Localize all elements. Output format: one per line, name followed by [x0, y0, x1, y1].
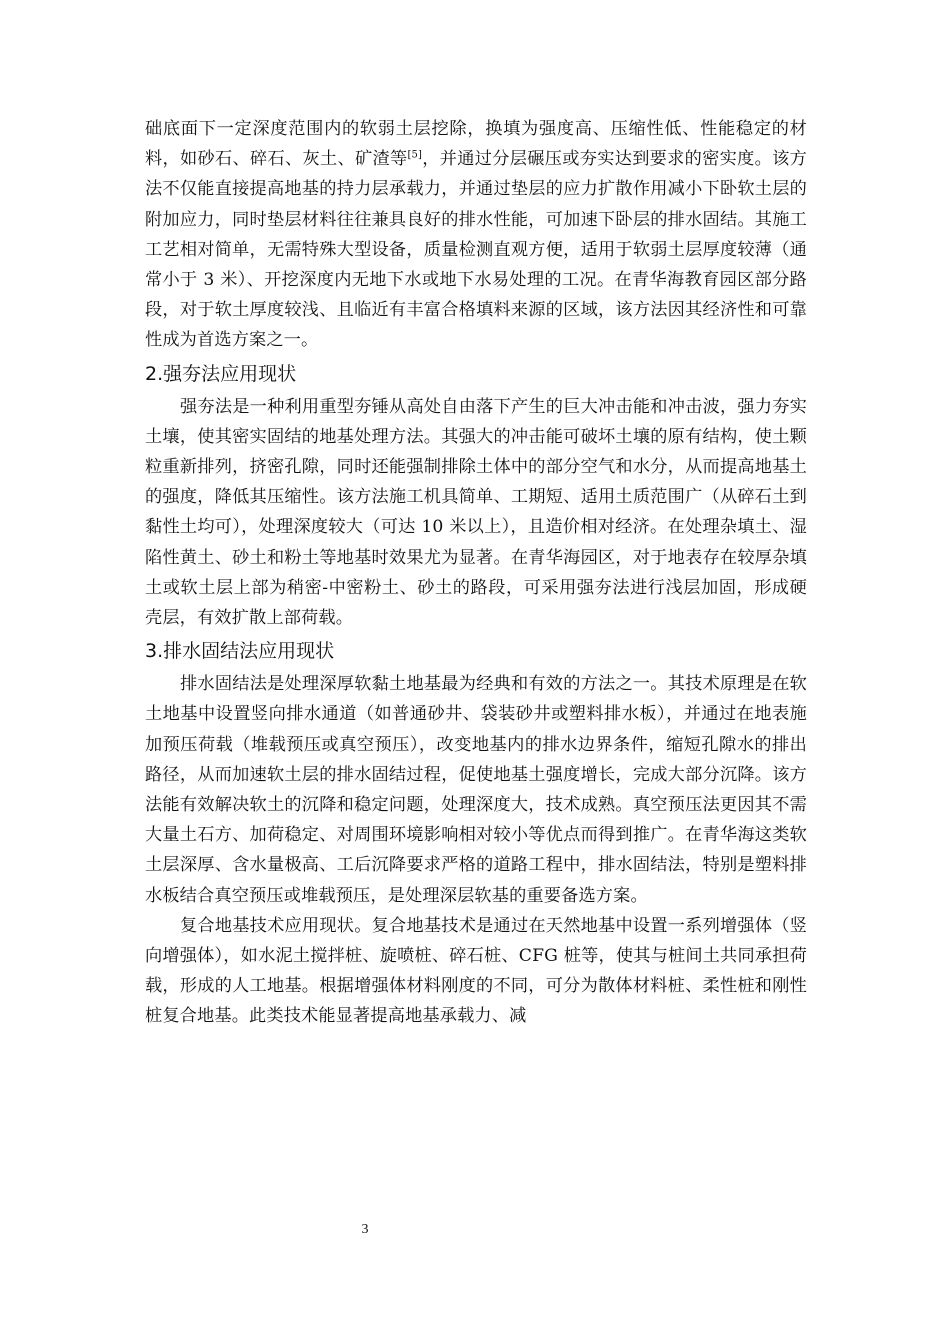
section-heading-dynamic-compaction: 2.强夯法应用现状 — [145, 362, 297, 385]
section-heading-drainage-consolidation: 3.排水固结法应用现状 — [145, 640, 335, 663]
paragraph-text: ，并通过分层碾压或夯实达到要求的密实度。该方法不仅能直接提高地基的持力层承载力，并通过垫层的应力扩散作用减小下卧软土层的附加应力，同时垫层材料往往兼具良好的排水性能，可加速下卧层的排水固结。其施工工艺相对简单，无需特殊大型设备，质量检测直观方便，适用于软弱土层厚度较薄（通常小于 3 米）、开挖深度内无地下水或地下水易处理的工况。在青华海教育园区部分路段，对于软土厚度较浅、且临近有丰富合格填料来源的区域，该方法因其经济性和可靠性成为首选方案之一。 — [145, 149, 807, 351]
page-body — [145, 114, 807, 1032]
paragraph-replacement-method-continued — [145, 114, 807, 356]
page-number: 3 — [361, 1222, 369, 1237]
citation-reference: [5] — [407, 149, 423, 161]
paragraph-composite-foundation: 复合地基技术应用现状。复合地基技术是通过在天然地基中设置一系列增强体（竖向增强体），如水泥土搅拌桩、旋喷桩、碎石桩、CFG 桩等，使其与桩间土共同承担荷载，形成的人工地基。根据增强体材料刚度的不同，可分为散体材料桩、柔性桩和刚性桩复合地基。此类技术能显著提高地基承载力、减 — [145, 915, 807, 1027]
paragraph-drainage-consolidation: 排水固结法是处理深厚软黏土地基最为经典和有效的方法之一。其技术原理是在软土地基中设置竖向排水通道（如普通砂井、袋装砂井或塑料排水板），并通过在地表施加预压荷载（堆载预压或真空预压），改变地基内的排水边界条件，缩短孔隙水的排出路径，从而加速软土层的排水固结过程，促使地基土强度增长，完成大部分沉降。该方法能有效解决软土的沉降和稳定问题，处理深度大，技术成熟。真空预压法更因其不需大量土石方、加荷稳定、对周围环境影响相对较小等优点而得到推广。在青华海这类软土层深厚、含水量极高、工后沉降要求严格的道路工程中，排水固结法，特别是塑料排水板结合真空预压或堆载预压，是处理深层软基的重要备选方案。 — [145, 674, 807, 906]
paragraph-dynamic-compaction: 强夯法是一种利用重型夯锤从高处自由落下产生的巨大冲击能和冲击波，强力夯实土壤，使其密实固结的地基处理方法。其强大的冲击能可破坏土壤的原有结构，使土颗粒重新排列，挤密孔隙，同时还能强制排除土体中的部分空气和水分，从而提高地基土的强度，降低其压缩性。该方法施工机具简单、工期短、适用土质范围广（从碎石土到黏性土均可），处理深度较大（可达 10 米以上），且造价相对经济。在处理杂填土、湿陷性黄土、砂土和粉土等地基时效果尤为显著。在青华海园区，对于地表存在较厚杂填土或软土层上部为稍密-中密粉土、砂土的路段，可采用强夯法进行浅层加固，形成硬壳层，有效扩散上部荷载。 — [145, 396, 807, 629]
paragraph-text: 础底面下一定深度范围内的软弱土层挖除，换填为强度高、压缩性低、性能稳定的材料，如砂石、碎石、灰土、矿渣等 — [145, 119, 807, 170]
